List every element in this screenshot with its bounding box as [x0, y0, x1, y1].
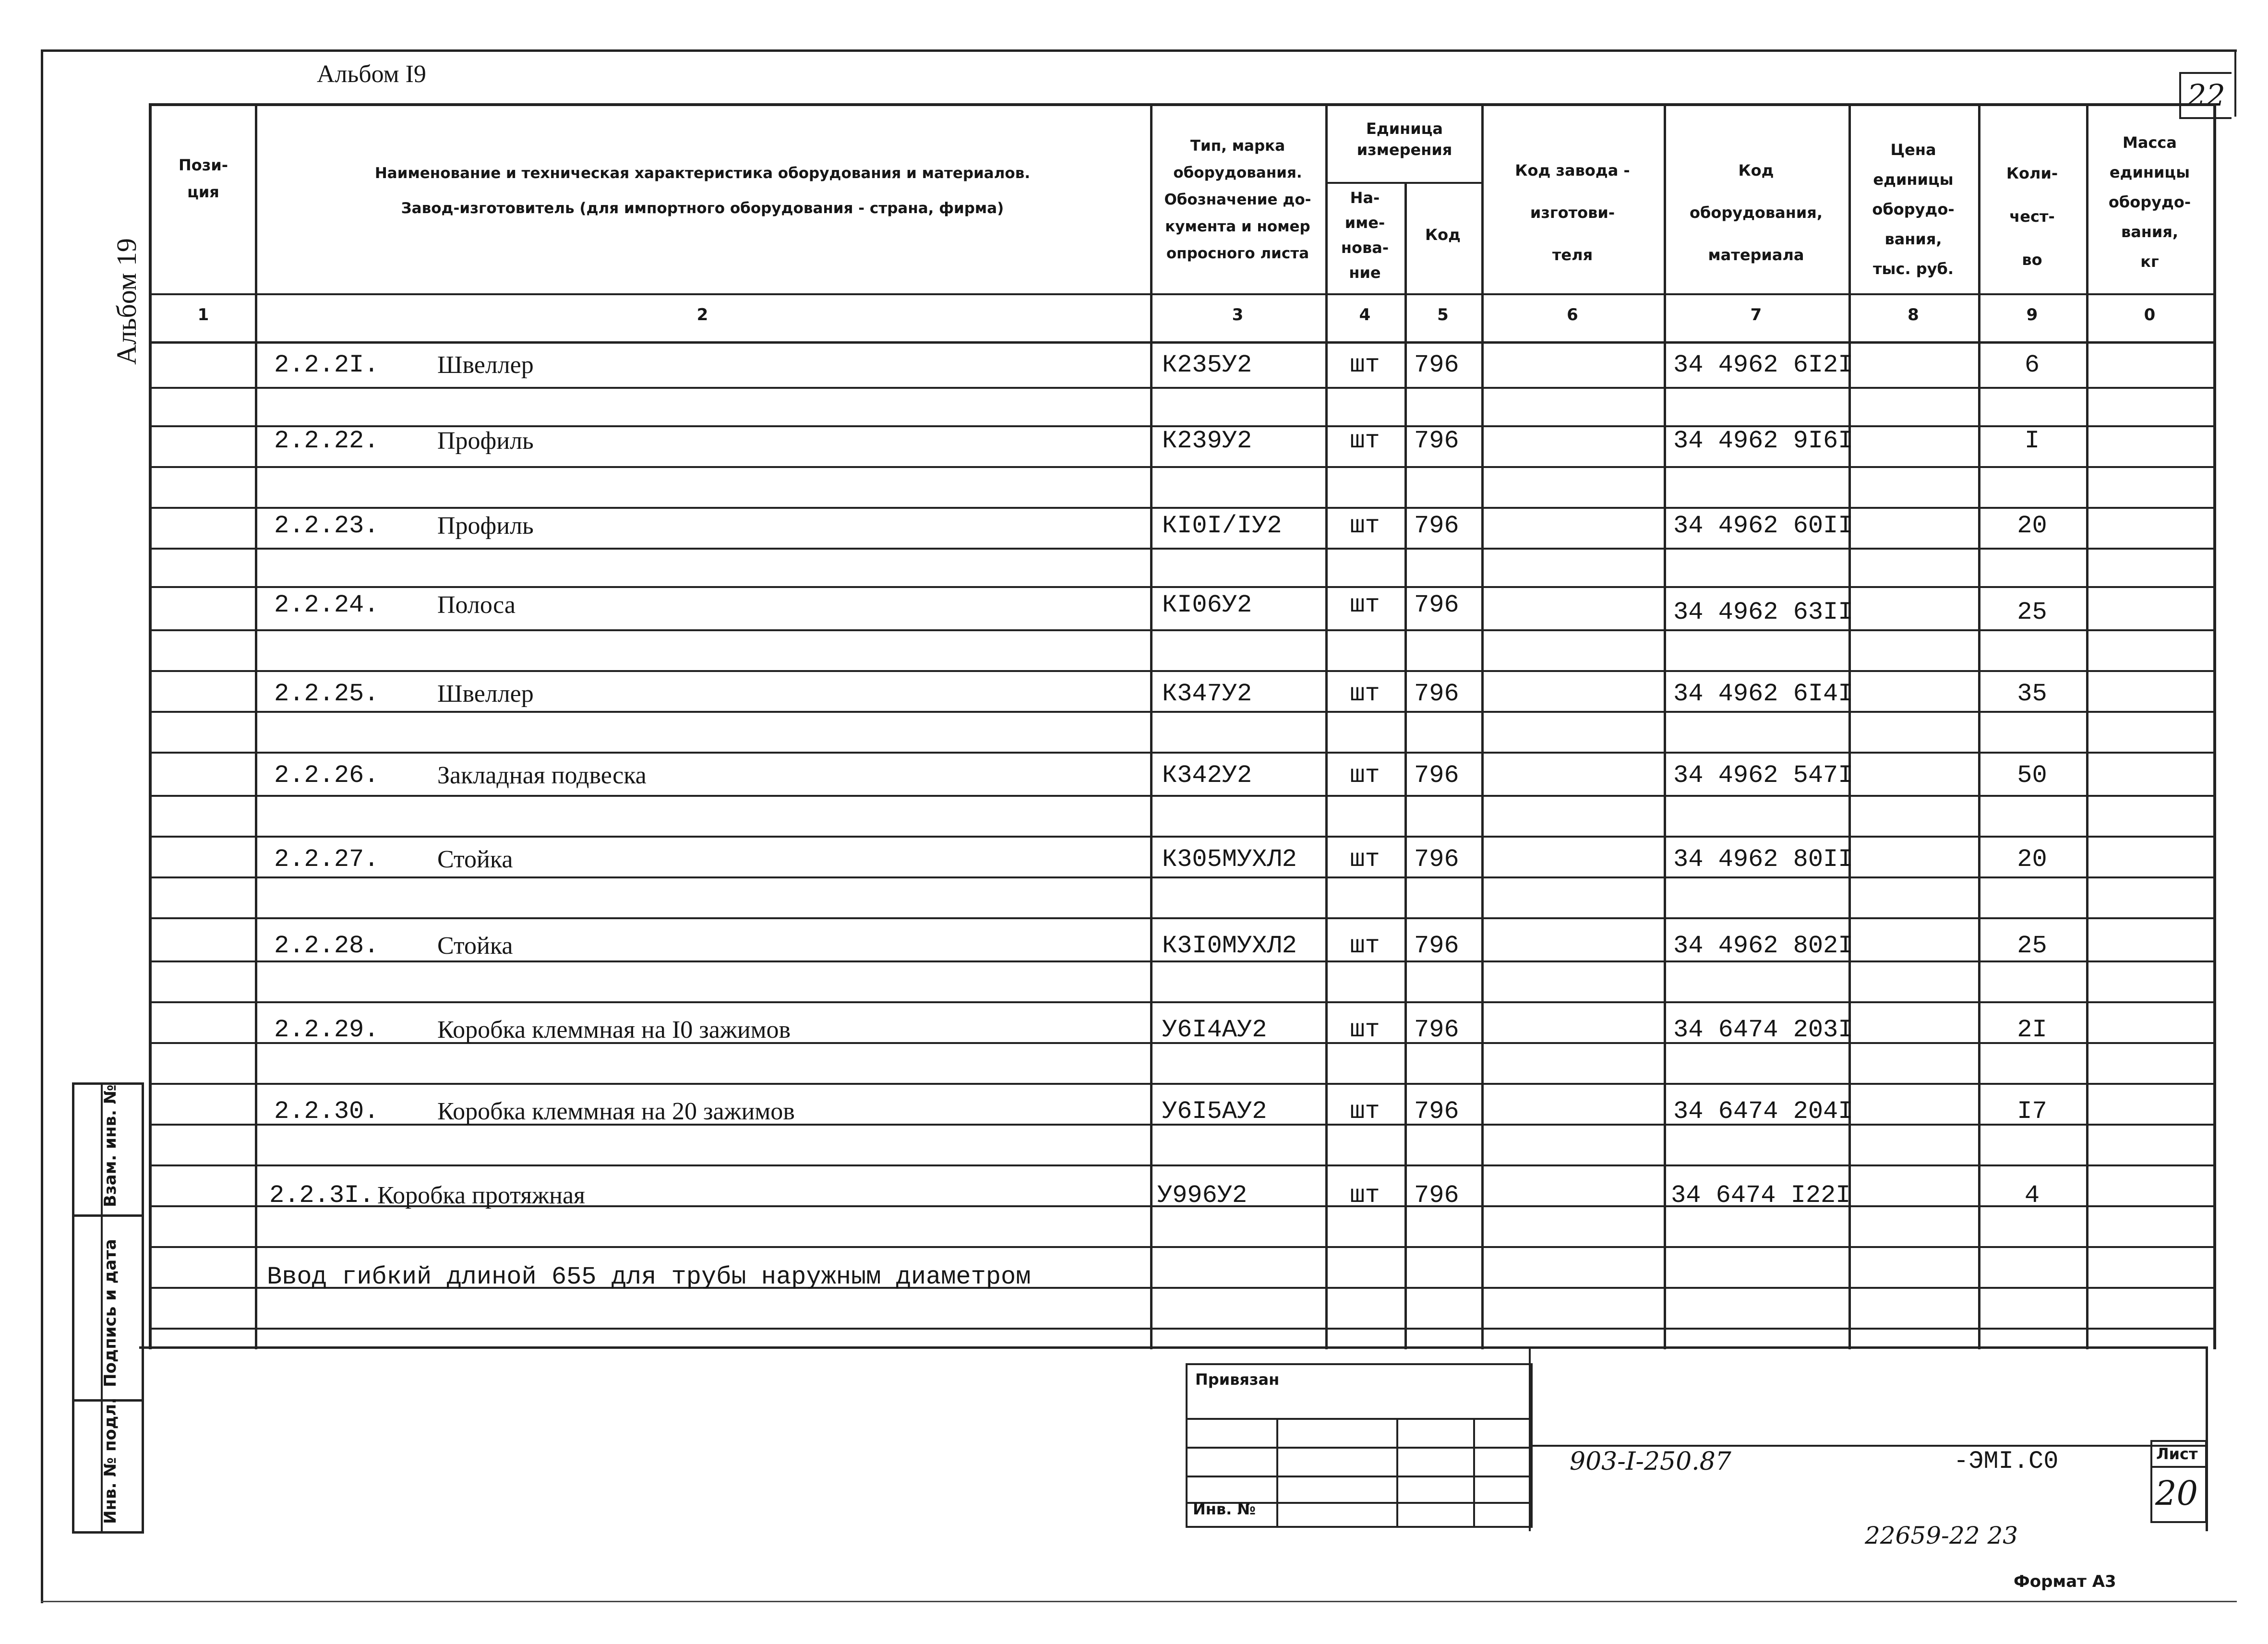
row-name: Полоса [437, 591, 516, 619]
stamp-label-replacement-inv: Взам. инв. № [101, 1084, 120, 1207]
header-type: Тип, марка оборудования. Обозначение до- кумента и номер опросного листа [1164, 137, 1311, 262]
header-rule [152, 341, 2213, 344]
row-position: 2.2.27. [274, 845, 379, 874]
header-factory-code: Код завода - изготови- теля [1515, 161, 1630, 264]
column-number: 4 [1359, 305, 1371, 324]
row-quantity: 20 [2017, 512, 2047, 540]
col-rule [1325, 106, 1328, 1349]
row-unit-code: 796 [1414, 845, 1459, 874]
row-rule [152, 876, 2213, 878]
frame-bottom-border [41, 1601, 2237, 1602]
column-number: 7 [1750, 305, 1762, 324]
row-quantity: 6 [2024, 351, 2040, 379]
frame-top-border [41, 49, 2237, 52]
col-rule [1848, 106, 1851, 1349]
row-name: Профиль [437, 427, 534, 455]
row-unit: шт [1350, 351, 1380, 379]
row-name: Швеллер [437, 351, 534, 379]
note-row-text: Ввод гибкий длиной 655 для трубы наружным диаметром [267, 1263, 1031, 1291]
row-name: Швеллер [437, 680, 534, 708]
row-equipment-code: 34 4962 547I [1673, 761, 1853, 790]
row-position: 2.2.22. [274, 427, 379, 455]
row-equipment-code: 34 4962 6I4I [1673, 680, 1853, 708]
col-rule [1404, 183, 1407, 1349]
row-quantity: 35 [2017, 680, 2047, 708]
row-quantity: I [2024, 427, 2040, 455]
album-title: Альбом I9 [317, 60, 426, 88]
col-rule [1978, 106, 1980, 1349]
header-equipment-code: Код оборудования, материала [1690, 161, 1823, 264]
header-unit-code: Код [1425, 226, 1461, 244]
bound-rule [1188, 1476, 1531, 1477]
row-quantity: I7 [2017, 1097, 2047, 1126]
row-quantity: 4 [2024, 1181, 2040, 1210]
row-rule [152, 917, 2213, 919]
header-unit-name: На- име- нова- ние [1341, 189, 1389, 282]
row-unit-code: 796 [1414, 591, 1459, 619]
archive-number: 22659-22 23 [1865, 1522, 2018, 1549]
row-equipment-code: 34 4962 63II [1673, 598, 1853, 626]
row-quantity: 20 [2017, 845, 2047, 874]
row-type: КI0I/IУ2 [1162, 512, 1282, 540]
row-name: Закладная подвеска [437, 762, 647, 789]
row-type: КI06У2 [1162, 591, 1252, 619]
row-equipment-code: 34 6474 I22I [1671, 1181, 1851, 1210]
row-position: 2.2.26. [274, 761, 379, 790]
row-unit: шт [1350, 512, 1380, 540]
row-position: 2.2.25. [274, 680, 379, 708]
row-position: 2.2.30. [274, 1097, 379, 1126]
column-number: 5 [1437, 305, 1449, 324]
row-rule [152, 629, 2213, 631]
frame-right-border [2234, 49, 2236, 117]
row-type: К305МУХЛ2 [1162, 845, 1297, 874]
row-type: К3I0МУХЛ2 [1162, 932, 1297, 960]
row-position: 2.2.24. [274, 591, 379, 619]
col-rule [1481, 106, 1484, 1349]
header-quantity: Коли- чест- во [2006, 164, 2058, 269]
row-rule [152, 836, 2213, 838]
bound-rule [1188, 1418, 1531, 1420]
sheet-label: Лист [2156, 1445, 2198, 1463]
inventory-label: Инв. № [1193, 1500, 1256, 1518]
header-unit: Единица измерения [1356, 120, 1452, 159]
row-unit-code: 796 [1414, 351, 1459, 379]
header-name-line1: Наименование и техническая характеристика оборудования и материалов. [374, 165, 1031, 182]
column-number: 9 [2026, 305, 2038, 324]
row-rule [152, 387, 2213, 389]
row-name: Коробка клеммная на 20 зажимов [437, 1098, 795, 1125]
row-position: 2.2.2I. [274, 351, 379, 379]
row-unit-code: 796 [1414, 1097, 1459, 1126]
bound-rule [1396, 1418, 1398, 1526]
row-quantity: 25 [2017, 932, 2047, 960]
stamp-rule [74, 1214, 142, 1217]
header-mass: Масса единицы оборудо- вания, кг [2108, 133, 2191, 271]
row-unit: шт [1350, 932, 1380, 960]
header-position: Пози- ция [178, 156, 228, 201]
format-label: Формат А3 [2014, 1572, 2116, 1591]
row-equipment-code: 34 6474 204I [1673, 1097, 1853, 1126]
row-unit: шт [1350, 1097, 1380, 1126]
document-suffix: -ЭМI.С0 [1954, 1447, 2059, 1476]
row-name: Стойка [437, 932, 513, 960]
bound-label: Привязан [1195, 1370, 1280, 1389]
row-unit: шт [1350, 761, 1380, 790]
row-position: 2.2.29. [274, 1016, 379, 1044]
row-type: К342У2 [1162, 761, 1252, 790]
document-code: 903-I-250.87 [1570, 1447, 1731, 1476]
row-equipment-code: 34 4962 60II [1673, 512, 1853, 540]
row-rule [152, 960, 2213, 962]
stamp-label-inv-original: Инв. № подл. [101, 1397, 120, 1524]
row-rule [152, 670, 2213, 672]
column-number: 0 [2144, 305, 2156, 324]
row-unit: шт [1350, 427, 1380, 455]
header-price: Цена единицы оборудо- вания, тыс. руб. [1872, 141, 1955, 278]
specification-table [149, 103, 2216, 1349]
row-rule [152, 466, 2213, 468]
row-rule [152, 586, 2213, 588]
bound-rule [1276, 1418, 1278, 1526]
column-number: 1 [197, 305, 209, 324]
column-number: 3 [1232, 305, 1244, 324]
frame-left-border [41, 49, 43, 1603]
row-rule [152, 507, 2213, 509]
row-unit-code: 796 [1414, 1016, 1459, 1044]
col-rule [255, 106, 257, 1349]
row-type: У996У2 [1157, 1181, 1248, 1210]
row-unit-code: 796 [1414, 932, 1459, 960]
row-rule [152, 548, 2213, 550]
header-rule [152, 293, 2213, 295]
row-quantity: 2I [2017, 1016, 2047, 1044]
row-position: 2.2.28. [274, 932, 379, 960]
row-rule [152, 1083, 2213, 1085]
row-name: Коробка протяжная [377, 1182, 585, 1209]
row-rule [152, 752, 2213, 754]
row-unit: шт [1350, 680, 1380, 708]
row-unit-code: 796 [1414, 512, 1459, 540]
row-name: Профиль [437, 512, 534, 540]
row-rule [152, 1328, 2213, 1330]
row-equipment-code: 34 4962 6I2I [1673, 351, 1853, 379]
col-rule [1664, 106, 1666, 1349]
column-number: 2 [696, 305, 708, 324]
col-rule [2086, 106, 2088, 1349]
bound-rule [1188, 1447, 1531, 1449]
column-number: 6 [1567, 305, 1578, 324]
header-name-line2: Завод-изготовитель (для импортного оборудования - страна, фирма) [401, 200, 1004, 217]
row-name: Коробка клеммная на I0 зажимов [437, 1016, 791, 1044]
row-unit: шт [1350, 1016, 1380, 1044]
row-unit-code: 796 [1414, 1181, 1459, 1210]
header-rule [1325, 182, 1484, 184]
title-block [139, 1346, 2208, 1531]
row-type: К347У2 [1162, 680, 1252, 708]
row-type: К239У2 [1162, 427, 1252, 455]
row-position: 2.2.23. [274, 512, 379, 540]
row-rule [152, 711, 2213, 713]
row-name: Стойка [437, 846, 513, 873]
column-number: 8 [1908, 305, 1919, 324]
row-unit-code: 796 [1414, 680, 1459, 708]
row-unit-code: 796 [1414, 427, 1459, 455]
row-rule [152, 1001, 2213, 1003]
row-rule [152, 795, 2213, 797]
bound-rule [1473, 1418, 1475, 1526]
row-rule [152, 1246, 2213, 1248]
row-equipment-code: 34 4962 802I [1673, 932, 1853, 960]
row-type: К235У2 [1162, 351, 1252, 379]
row-equipment-code: 34 6474 203I [1673, 1016, 1853, 1044]
row-type: У6I5АУ2 [1162, 1097, 1267, 1126]
row-quantity: 50 [2017, 761, 2047, 790]
row-equipment-code: 34 4962 9I6I [1673, 427, 1853, 455]
sheet-number-top: 22 [2179, 72, 2232, 119]
col-rule [1150, 106, 1152, 1349]
sheet-box-rule [2152, 1466, 2205, 1468]
row-type: У6I4АУ2 [1162, 1016, 1267, 1044]
row-unit: шт [1350, 845, 1380, 874]
sheet-number: 20 [2155, 1474, 2198, 1513]
title-rule [1529, 1445, 2206, 1447]
side-stamp [72, 1082, 144, 1534]
row-quantity: 25 [2017, 598, 2047, 626]
row-rule [152, 1164, 2213, 1166]
row-position: 2.2.3I. [269, 1181, 374, 1210]
album-vertical-label: Альбом 19 [111, 238, 142, 365]
row-unit-code: 796 [1414, 761, 1459, 790]
row-unit: шт [1350, 591, 1380, 619]
row-equipment-code: 34 4962 80II [1673, 845, 1853, 874]
stamp-label-signature-date: Подпись и дата [101, 1239, 120, 1387]
row-unit: шт [1350, 1181, 1380, 1210]
